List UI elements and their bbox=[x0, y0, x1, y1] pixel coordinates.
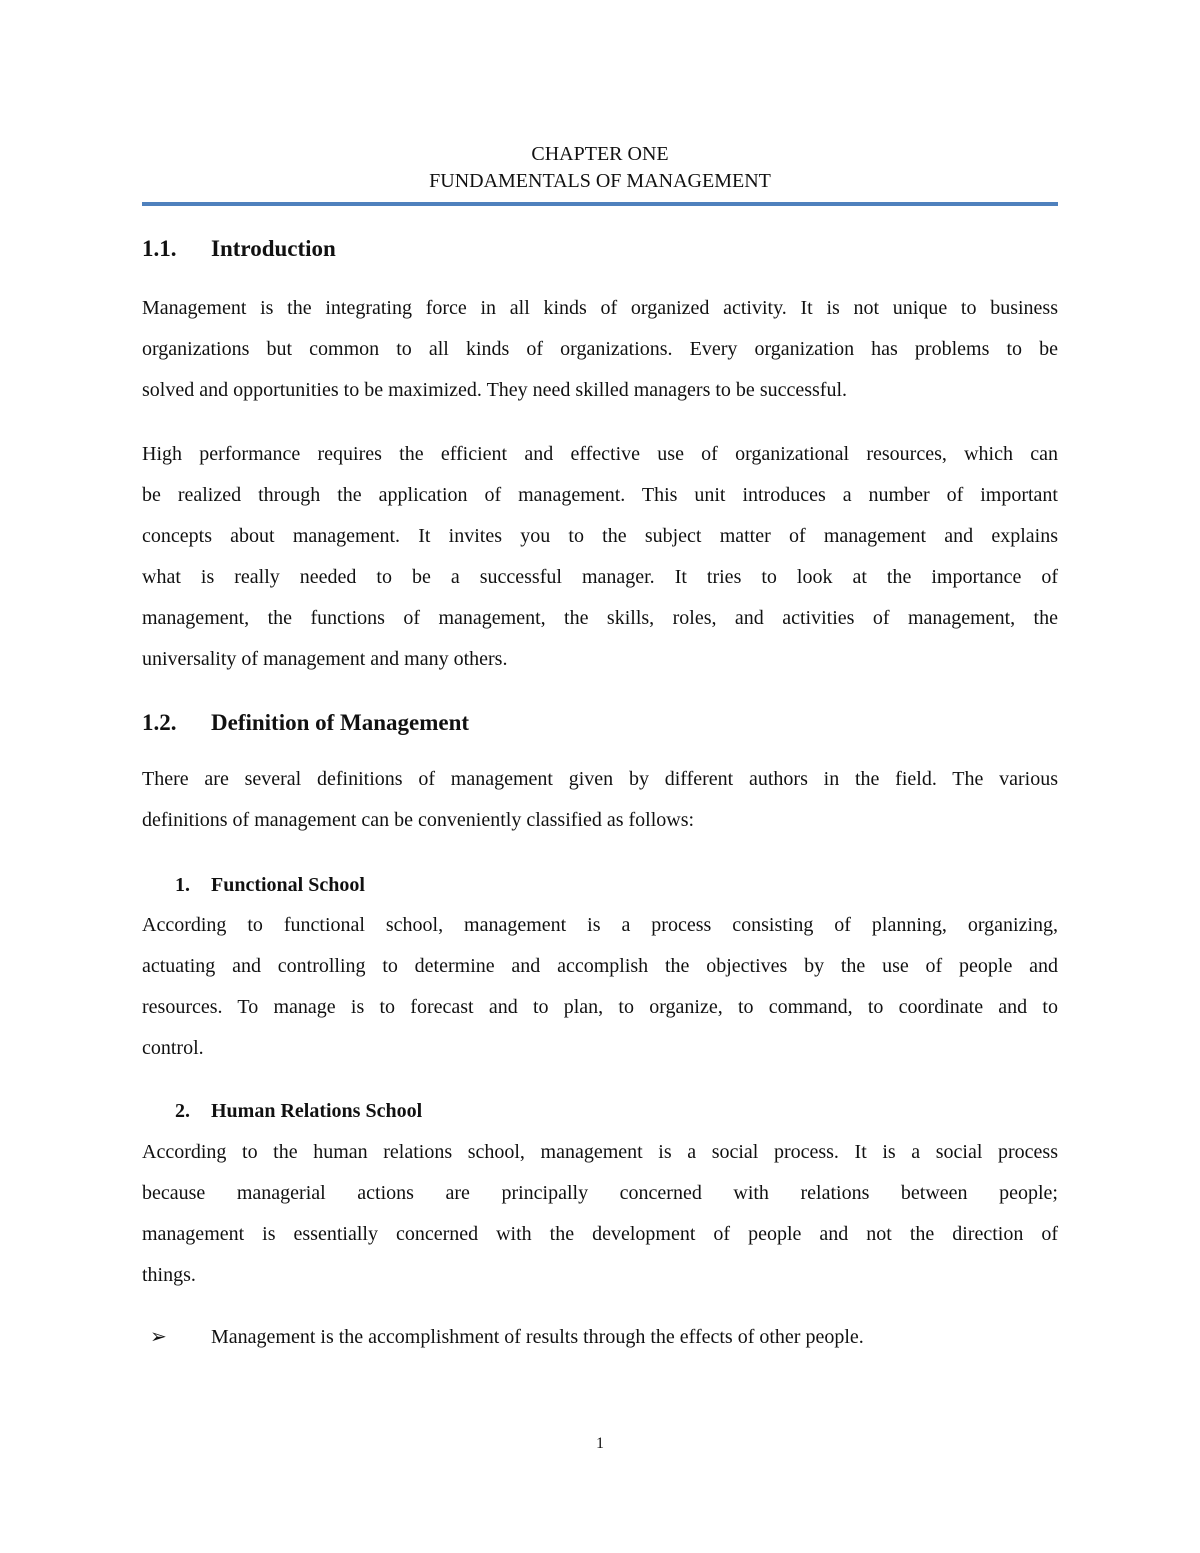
text-line: be realized through the application of management. This unit introduces a number of important bbox=[142, 484, 1058, 506]
text-line: There are several definitions of management given by different authors in the field. The various bbox=[142, 768, 1058, 790]
section-title: Introduction bbox=[211, 236, 336, 261]
text-line: universality of management and many others. bbox=[142, 648, 508, 670]
school-title: Functional School bbox=[211, 874, 365, 896]
text-line: High performance requires the efficient and effective use of organizational resources, which can bbox=[142, 443, 1058, 465]
paragraph bbox=[142, 905, 1058, 1069]
paragraph bbox=[142, 288, 1058, 411]
section-title: Definition of Management bbox=[211, 710, 470, 735]
text-line: because managerial actions are principally concerned with relations between people; bbox=[142, 1182, 1058, 1204]
bullet-item bbox=[150, 1317, 864, 1358]
arrow-bullet-icon: ➢ bbox=[150, 1326, 167, 1348]
list-number: 2. bbox=[175, 1100, 190, 1122]
bullet-text: Management is the accomplishment of results through the effects of other people. bbox=[211, 1326, 864, 1348]
school-heading-functional bbox=[175, 865, 365, 906]
text-line: what is really needed to be a successful manager. It tries to look at the importance of bbox=[142, 566, 1058, 588]
text-line: control. bbox=[142, 1037, 204, 1059]
paragraph bbox=[142, 434, 1058, 680]
text-line: things. bbox=[142, 1264, 196, 1286]
list-number: 1. bbox=[175, 874, 190, 896]
school-title: Human Relations School bbox=[211, 1100, 423, 1122]
section-heading-introduction bbox=[142, 236, 336, 262]
text-line: According to functional school, management is a process consisting of planning, organizing, bbox=[142, 914, 1058, 936]
text-line: resources. To manage is to forecast and to plan, to organize, to command, to coordinate and to bbox=[142, 996, 1058, 1018]
chapter-title: FUNDAMENTALS OF MANAGEMENT bbox=[429, 170, 771, 192]
text-line: management is essentially concerned with the development of people and not the direction of bbox=[142, 1223, 1058, 1245]
text-line: definitions of management can be conveniently classified as follows: bbox=[142, 809, 695, 831]
section-number: 1.2. bbox=[142, 710, 177, 735]
text-line: Management is the integrating force in all kinds of organized activity. It is not unique to business bbox=[142, 297, 1058, 319]
school-heading-human-relations bbox=[175, 1091, 422, 1132]
section-number: 1.1. bbox=[142, 236, 177, 261]
title-rule bbox=[142, 202, 1058, 206]
paragraph bbox=[142, 759, 1058, 841]
text-line: solved and opportunities to be maximized. They need skilled managers to be successful. bbox=[142, 379, 848, 401]
page-number: 1 bbox=[596, 1435, 604, 1452]
chapter-label: CHAPTER ONE bbox=[531, 143, 669, 165]
paragraph bbox=[142, 1132, 1058, 1296]
text-line: management, the functions of management, the skills, roles, and activities of management, the bbox=[142, 607, 1058, 629]
text-line: actuating and controlling to determine and accomplish the objectives by the use of people and bbox=[142, 955, 1058, 977]
section-heading-definition bbox=[142, 710, 469, 736]
text-line: According to the human relations school, management is a social process. It is a social process bbox=[142, 1141, 1058, 1163]
text-line: organizations but common to all kinds of organizations. Every organization has problems to be bbox=[142, 338, 1058, 360]
text-line: concepts about management. It invites you to the subject matter of management and explains bbox=[142, 525, 1058, 547]
